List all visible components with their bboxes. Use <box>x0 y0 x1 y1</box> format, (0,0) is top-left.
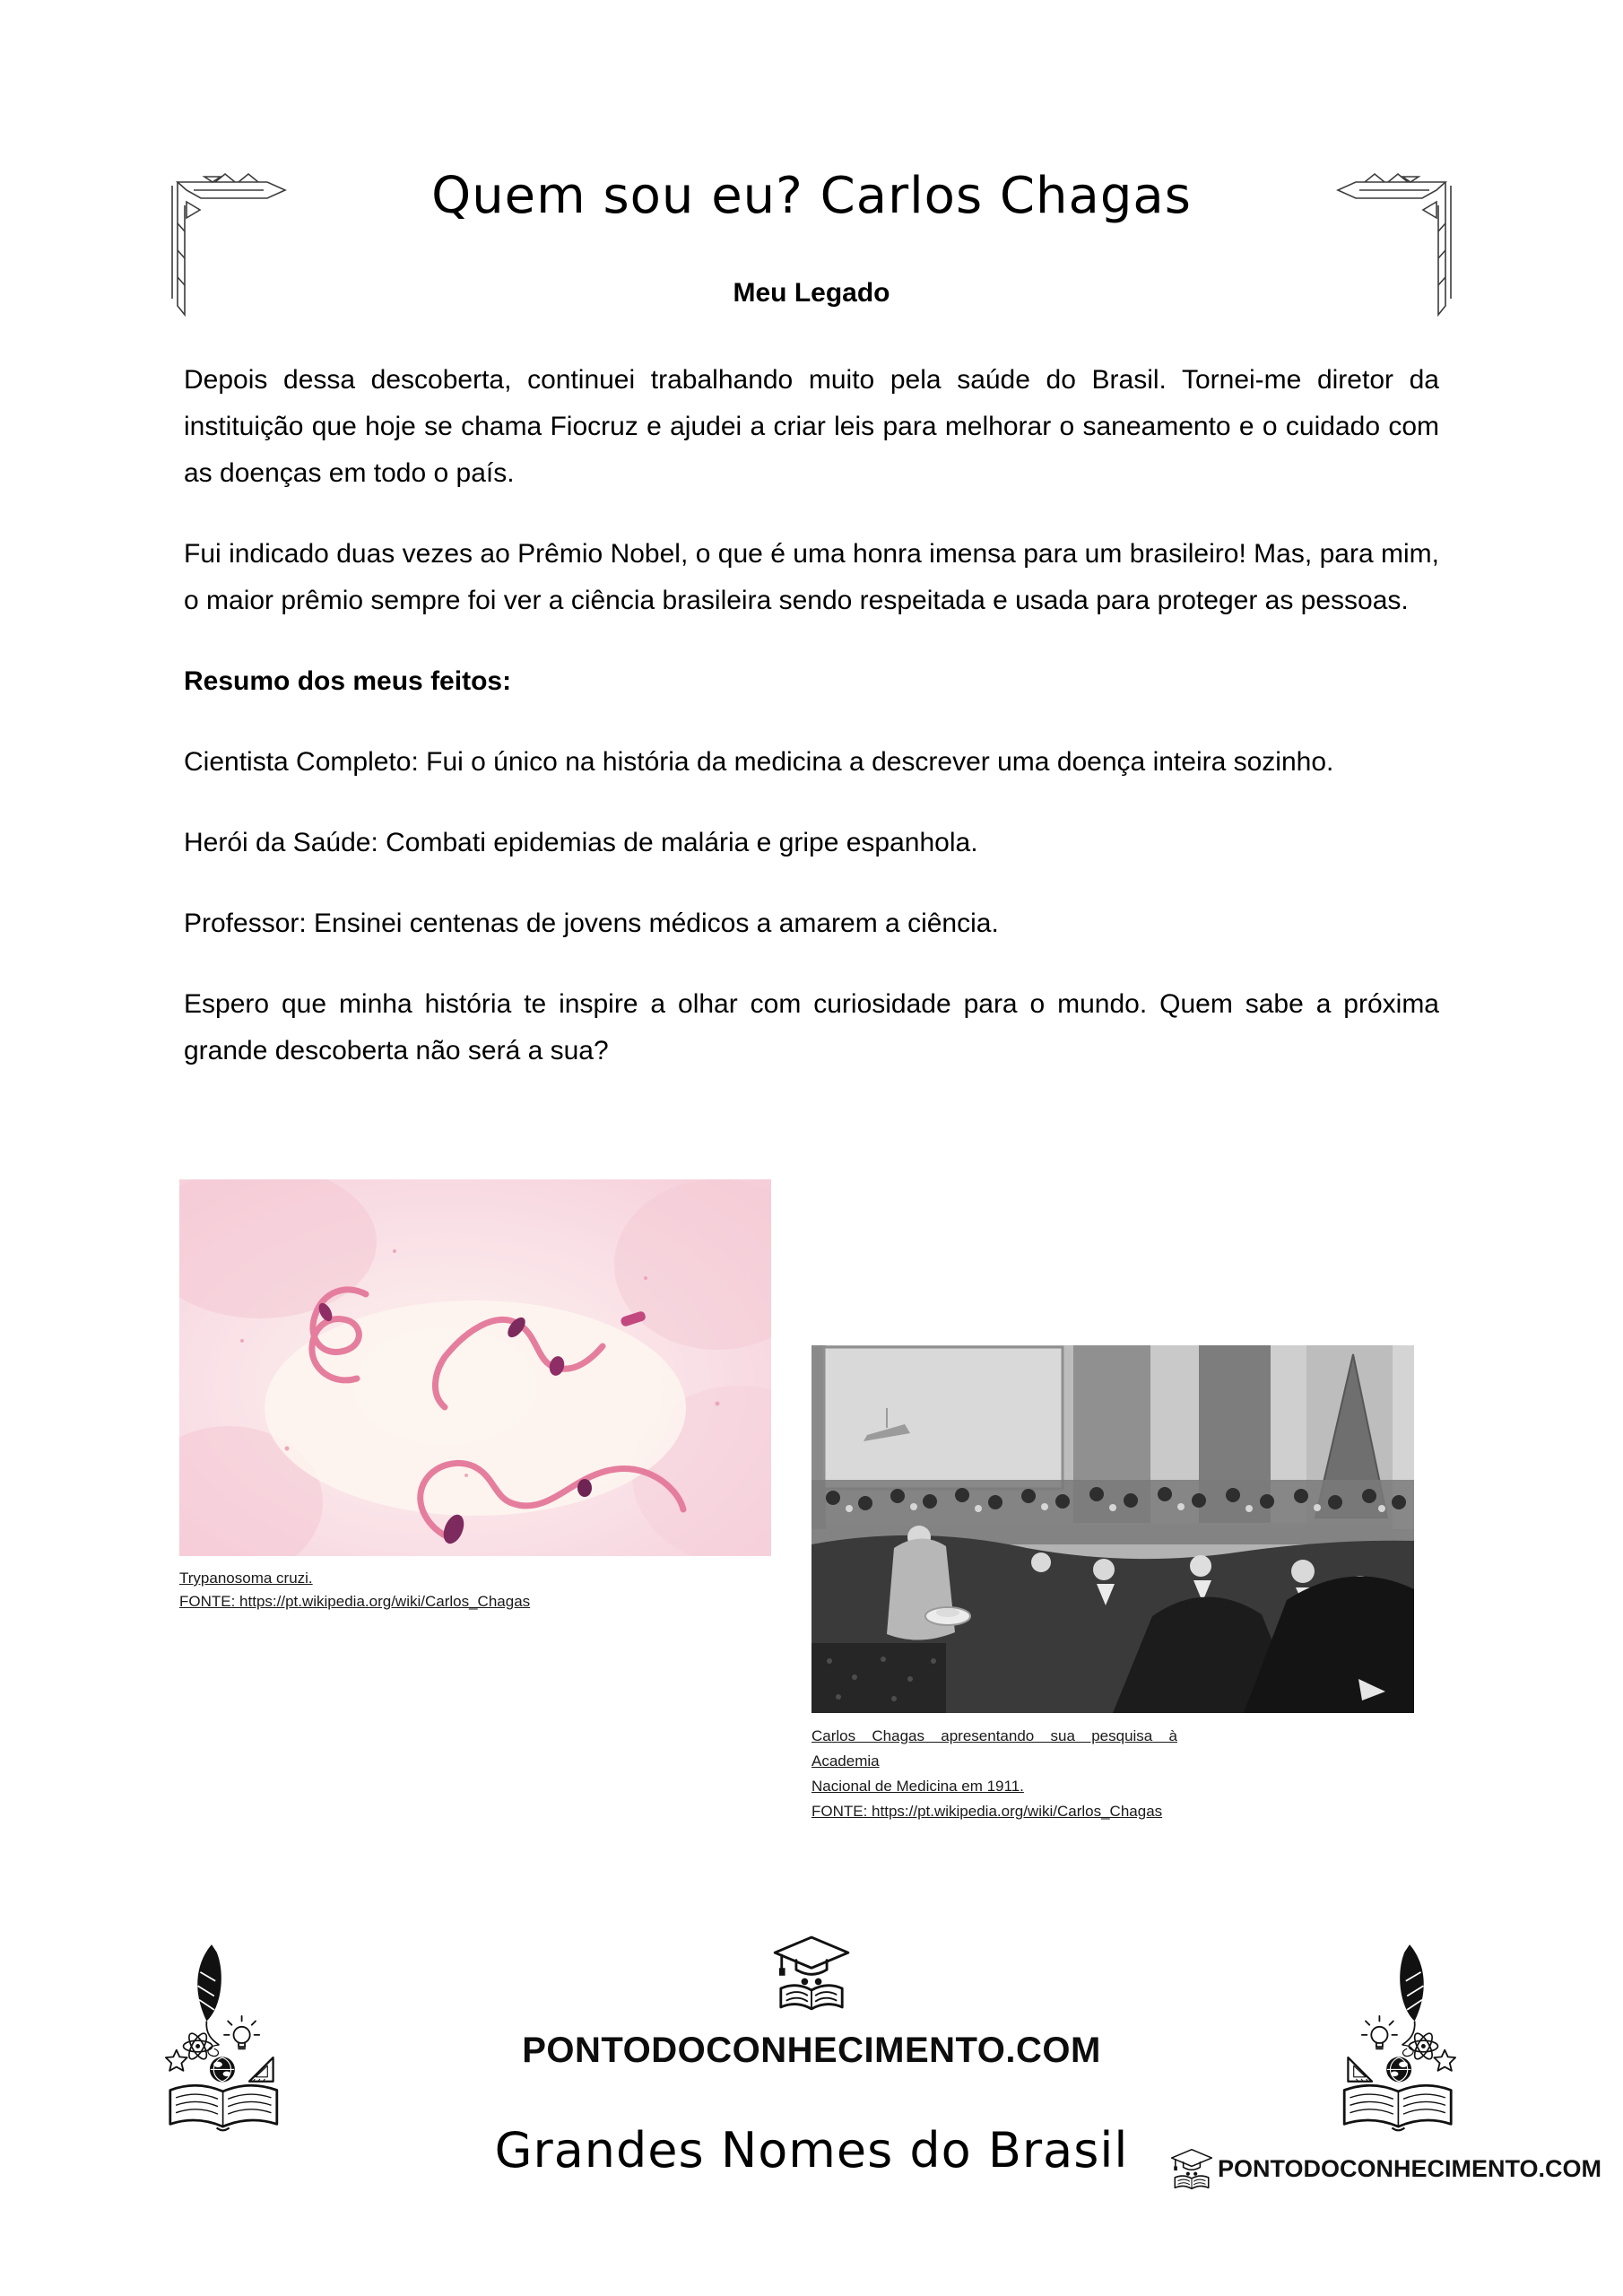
paragraph-legacy-1: Depois dessa descoberta, continuei trabalhando muito pela saúde do Brasil. Tornei-me diretor da instituição que hoje se chama Fiocruz e ajudei a criar leis para melhorar o saneamento e o cuidado com as doenças em todo o país. <box>184 365 1439 488</box>
figure-caption-line: Carlos Chagas apresentando sua pesquisa à Academia <box>812 1727 1177 1770</box>
footer-site-name: PONTODOCONHECIMENTO.COM <box>522 2031 1101 2070</box>
wall-painting <box>824 1347 1063 1489</box>
feat-cientista-completo: Cientista Completo: Fui o único na história da medicina a descrever uma doença inteira sozinho. <box>184 747 1334 777</box>
figure-trypanosoma <box>179 1179 771 1613</box>
figure-caption-line: Trypanosoma cruzi. <box>179 1570 313 1587</box>
graduate-mascot-small-icon <box>1168 2145 1215 2192</box>
watermark-text: PONTODOCONHECIMENTO.COM <box>1218 2154 1602 2182</box>
figure-caption <box>179 1567 771 1613</box>
standing-crowd-band <box>812 1480 1414 1544</box>
feat-heroi-da-saude: Herói da Saúde: Combati epidemias de malária e gripe espanhola. <box>184 828 978 857</box>
page-subtitle: Meu Legado <box>733 278 890 308</box>
trypanosoma-micrograph-image <box>179 1179 771 1556</box>
footer-series-title: Grandes Nomes do Brasil <box>494 2122 1129 2179</box>
figure-caption-source-link[interactable]: FONTE: https://pt.wikipedia.org/wiki/Carlos_Chagas <box>179 1593 531 1610</box>
academia-audience-photo-image <box>812 1345 1414 1713</box>
figure-caption <box>812 1724 1177 1824</box>
page-title: Quem sou eu? Carlos Chagas <box>431 167 1192 225</box>
graduate-mascot-icon <box>769 1926 855 2018</box>
figure-caption-line: Nacional de Medicina em 1911. <box>812 1778 1024 1795</box>
body-text <box>184 357 1439 1109</box>
feat-professor: Professor: Ensinei centenas de jovens médicos a amarem a ciência. <box>184 909 999 938</box>
figure-caption-source-link[interactable]: FONTE: https://pt.wikipedia.org/wiki/Carlos_Chagas <box>812 1803 1163 1820</box>
paragraph-legacy-2: Fui indicado duas vezes ao Prêmio Nobel, o que é uma honra imensa para um brasileiro! Mas, para mim, o maior prêmio sempre foi ver a ciência brasileira sendo respeitada e usada para proteger as pessoas. <box>184 539 1439 615</box>
figure-academia-photo <box>812 1345 1414 1824</box>
watermark-badge <box>1168 2145 1601 2192</box>
paragraph-closing: Espero que minha história te inspire a olhar com curiosidade para o mundo. Quem sabe a próxima grande descoberta não será a sua? <box>184 989 1439 1065</box>
section-heading: Resumo dos meus feitos: <box>184 666 512 696</box>
